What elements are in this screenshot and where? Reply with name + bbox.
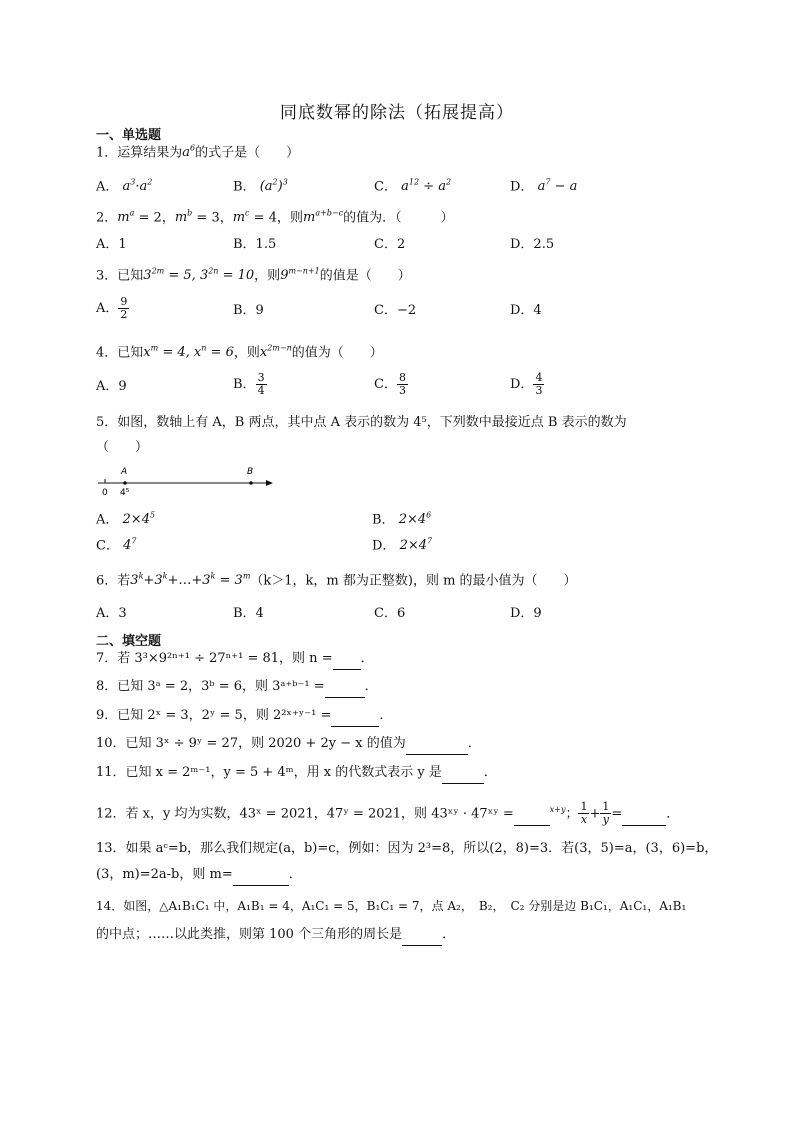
number-line-figure	[96, 462, 276, 502]
option-c[interactable]: C． $\frac{8}{3}$	[374, 371, 406, 397]
option-a[interactable]: A．9	[96, 379, 127, 394]
question-10: 10．已知 3ˣ ÷ 9ʸ = 27，则 2020 + 2y − x 的值为 ．	[96, 733, 706, 755]
option-c[interactable]: C． $a^{12} \div a^2$	[374, 178, 452, 195]
answer-blank[interactable]	[406, 740, 468, 755]
answer-blank[interactable]	[514, 811, 550, 826]
answer-blank[interactable]	[325, 683, 365, 698]
option-a[interactable]: A． $2\times 4^5$	[96, 511, 156, 528]
option-a[interactable]: A．1	[96, 237, 127, 252]
question-5-options-row-2	[96, 531, 706, 557]
question-14-line-2: 的中点；……以此类推，则第 100 个三角形的周长是 ．	[96, 924, 706, 946]
question-6-options	[96, 603, 706, 629]
question-6: 6．若$3^k+3^k+\dots+3^k = 3^m(k>1$，k，m 都为正整数)，则 m 的最小值为（ ）	[96, 572, 577, 589]
a-value-label: 4⁵	[120, 488, 130, 498]
question-13-line-2: (3，m)=2a-b，则 m= ．	[96, 864, 706, 886]
question-8: 8．已知 3ᵃ = 2，3ᵇ = 6，则 3ᵃ⁺ᵇ⁻¹ = ．	[96, 676, 706, 698]
answer-blank[interactable]	[402, 931, 442, 946]
question-7: 7．若 3³×9²ⁿ⁺¹ ÷ 27ⁿ⁺¹ = 81，则 n = ．	[96, 648, 706, 670]
option-d[interactable]: D． $\frac{4}{3}$	[510, 371, 543, 397]
option-b[interactable]: B． $(a^2)^3$	[233, 178, 288, 195]
option-c[interactable]: C．6	[374, 606, 406, 621]
answer-blank[interactable]	[622, 811, 666, 826]
option-a[interactable]: A． $a^3\cdot a^2$	[96, 178, 153, 195]
option-a[interactable]: A．3	[96, 606, 127, 621]
question-1-options	[96, 172, 706, 198]
expr-a6: $a^6$	[182, 144, 196, 161]
point-b-label: B	[247, 467, 254, 477]
answer-blank[interactable]	[333, 655, 361, 670]
section-heading-fill-in: 二、填空题	[96, 634, 162, 649]
question-13-line-1: 13．如果 aᶜ=b，那么我们规定(a，b)=c，例如：因为 2³=8，所以(2，8)=3．若(3，5)=a，(3，6)=b，	[96, 841, 718, 856]
expr-power-sum: $3^k+3^k+\dots+3^k = 3^m$	[130, 572, 251, 589]
zero-label: 0	[102, 488, 108, 498]
fraction-9-2: $\frac{9}{2}$	[120, 295, 128, 321]
question-12: 12．若 x，y 均为实数，43ˣ = 2021，47ʸ = 2021，则 43ˣʸ · 47ˣʸ = $^{x+y}$； $\frac{1}{x}$ + $\frac{1}{y}$ = ．	[96, 800, 680, 827]
page-title: 同底数幂的除法（拓展提高）	[280, 103, 514, 123]
answer-blank[interactable]	[233, 871, 289, 886]
question-4-options	[96, 372, 706, 406]
option-d[interactable]: D． $2\times 4^7$	[372, 537, 433, 554]
question-5: 5．如图，数轴上有 A，B 两点，其中点 A 表示的数为 4⁵，下列数中最接近点 B 表示的数为	[96, 415, 627, 430]
question-2: 2．$m^a = 2$，$m^b = 3$，$m^c = 4$，则$m^{a+b-c}$的值为．（ ）	[96, 209, 454, 226]
option-c[interactable]: C． $4^7$	[96, 537, 137, 554]
option-d[interactable]: D．4	[510, 303, 542, 318]
section-heading-single-choice: 一、单选题	[96, 128, 162, 143]
option-c[interactable]: C．2	[374, 237, 406, 252]
answer-blank[interactable]	[331, 712, 379, 727]
answer-blank[interactable]	[442, 769, 484, 784]
option-d[interactable]: D．2.5	[510, 237, 555, 252]
question-4: 4．已知$x^m = 4$, $x^n = 6$，则$x^{2m-n}$的值为（ ）	[96, 344, 383, 361]
question-3: 3．已知$3^{2m} = 5$, $3^{2n} = 10$，则$9^{m-n+1}$的值是（ ）	[96, 267, 411, 284]
question-2-options	[96, 234, 706, 260]
question-5-bracket: （ ）	[96, 440, 149, 455]
option-d[interactable]: D． $a^7 - a$	[510, 178, 578, 195]
question-9: 9．已知 2ˣ = 3，2ʸ = 5，则 2²ˣ⁺ʸ⁻¹ = ．	[96, 705, 706, 727]
option-b[interactable]: B． $\frac{3}{4}$	[233, 371, 265, 397]
question-1: 1．运算结果为$a^6$的式子是（ ）	[96, 144, 300, 161]
option-b[interactable]: B．1.5	[233, 237, 277, 252]
option-b[interactable]: B． $2\times 4^6$	[372, 511, 432, 528]
option-b[interactable]: B．4	[233, 606, 264, 621]
option-b[interactable]: B．9	[233, 303, 264, 318]
option-c[interactable]: C．−2	[374, 303, 417, 318]
question-11: 11．已知 x = 2ᵐ⁻¹，y = 5 + 4ᵐ，用 x 的代数式表示 y 是 ．	[96, 762, 706, 784]
question-5-options-row-1	[96, 505, 706, 531]
option-d[interactable]: D．9	[510, 606, 542, 621]
point-a-label: A	[121, 467, 128, 477]
option-a[interactable]: A． $\frac{9}{2}$	[96, 295, 128, 321]
question-14-line-1: 14．如图，△A₁B₁C₁ 中，A₁B₁ = 4，A₁C₁ = 5，B₁C₁ = 7，点 A₂， B₂， C₂ 分别是边 B₁C₁，A₁C₁，A₁B₁	[96, 899, 687, 913]
question-3-options	[96, 296, 706, 330]
